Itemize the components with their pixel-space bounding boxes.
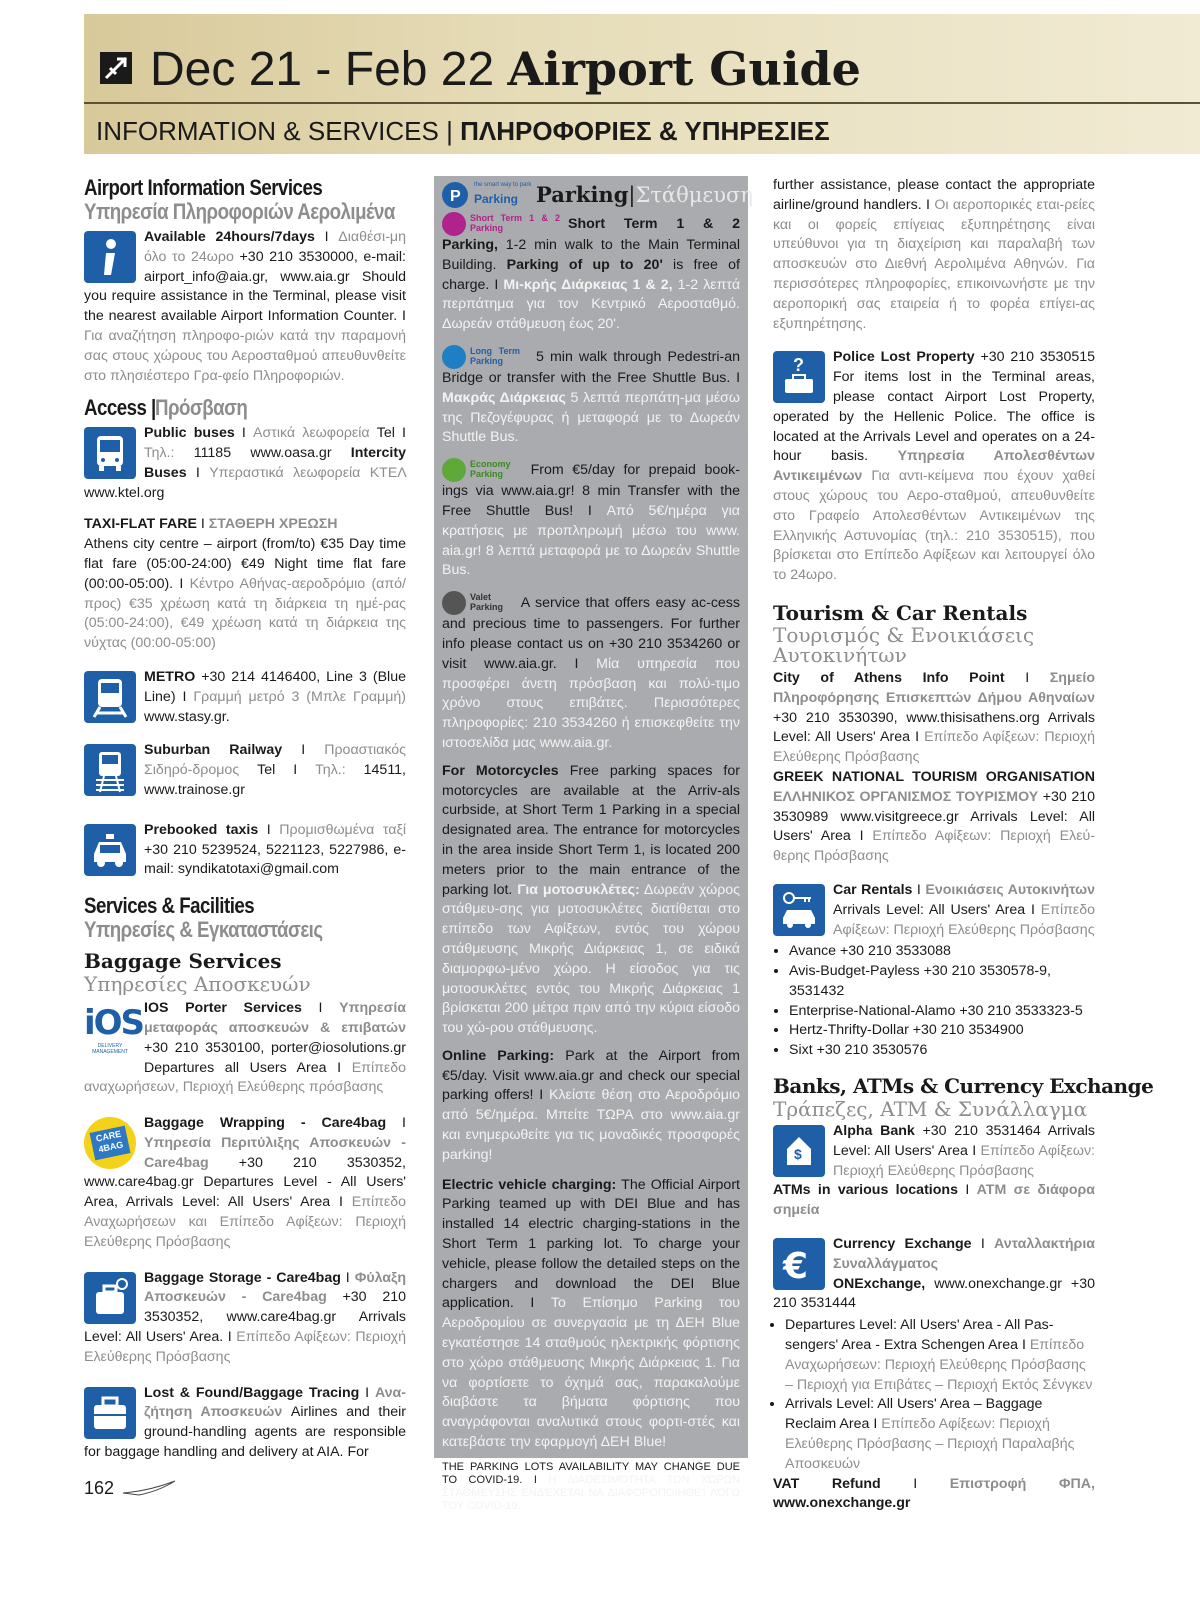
car-key-icon: [773, 884, 825, 936]
luggage-icon: [84, 1272, 136, 1324]
currency-list: [773, 1316, 1095, 1474]
access-heading: Access |Πρόσβαση: [84, 395, 248, 421]
page-number: 162: [84, 1478, 115, 1498]
ais-heading: Airport Information Services: [84, 175, 323, 200]
sf-heading: Services & Facilities Υπηρεσίες & Εγκαταστάσεις: [84, 893, 323, 943]
bus-block: [84, 424, 406, 503]
lost-property-icon: [773, 351, 825, 403]
list-item: • Avis-Budget-Payless +30 210 3530578-9, 3531432: [789, 962, 1095, 1002]
list-item: • Avance +30 210 3533088: [789, 942, 1095, 962]
city-info-text: City of Athens Info Point I Σημείο Πληροφόρησης Επισκεπτών Δήμου Αθηναίων +30 210 3530390, www.thisisathens.org Arrivals Level: All Users' Area I Επίπεδο Αφίξεων: Περιοχή Ελεύθερης Πρόσβασης: [773, 669, 1096, 766]
moto-text: For Motorcycles Free parking spaces for motorcycles are available at the Arriv-als curbside, at Short Term 1 Parking in a special designated area. The entrance for motorcycles in the area inside Short Term 1, is located 200 meters prior to the main entrance of the parking lot. Για μοτοσυκλέτες: Δωρεάν χώρος στάθμευ-σης για μοτοσυκλέτες διατίθεται στο επίπεδο των Αφίξεων, εντός του χώρου στάθμευσης Μικρής Διάρκειας 1, σε ειδικά διαμορφω-μένο χώρο. Η είσοδος για τις μοτοσυκλέτες εντός του Μικρής Διάρκειας 1 βρίσκεται 200 μέτρα πριν από την κύρια είσοδο του χώ-ρου στάθμευσης.: [442, 762, 740, 1037]
list-item: • Hertz-Thrifty-Dollar +30 210 3534900: [789, 1021, 1095, 1041]
police-block: [773, 348, 1095, 586]
plane-footer-icon: [119, 1479, 179, 1499]
ios-logo: iOS DELIVERY MANAGEMENT: [84, 1003, 144, 1056]
page-header: [84, 14, 1200, 154]
storage-block: [84, 1269, 406, 1368]
shortterm-text: Short Term 1 & 2 Parking Short Term 1 & 2 Parking, 1-2 min walk to the Main Terminal Building. Parking of up to 20' is free of charge. I Μι-κρής Διάρκειας 1 & 2, 1-2 λεπτά περπάτημα για τον Κεντρικό Αεροσταθμό. Δωρεάν στάθμευση έως 20'.: [442, 213, 741, 333]
metro-block: [84, 668, 406, 727]
ios-text: IOS Porter Services I Υπηρεσία μεταφοράς αποσκευών & επιβατών +30 210 3530100, porter@iosolutions.gr Departures all Users Area I Επίπεδο αναχωρήσεων, Περιοχή Ελεύθερης πρόσβασης: [84, 1000, 407, 1096]
online-text: Online Parking: Park at the Airport from €5/day. Visit www.aia.gr and check our special parking offers! I Κλείστε θέση στο Αεροδρόμιο από 5€/ημέρα. Μπείτε ΤΩΡΑ στο www.aia.gr και ενημερωθείτε για τις μοναδικές προσφορές parking!: [442, 1047, 740, 1163]
bus-icon: [84, 427, 136, 479]
car-rental-list: [773, 942, 1095, 1061]
ptaxi-text: Prebooked taxis I Προμισθωμένα ταξί +30 210 5239524, 5221123, 5227986, e-mail: syndikatotaxi@gmail.com: [144, 821, 406, 878]
plane-logo-icon: [100, 52, 132, 84]
section-subtitle: INFORMATION & SERVICES | ΠΛΗΡΟΦΟΡΙΕΣ & ΥΠΗΡΕΣΙΕΣ: [96, 116, 830, 146]
bank-icon: [773, 1125, 825, 1177]
page-footer: [84, 1478, 179, 1499]
metro-icon: [84, 671, 136, 723]
ios-block: [84, 999, 406, 1098]
taxi-text: TAXI-FLAT FARE I ΣΤΑΘΕΡΗ ΧΡΕΩΣΗ Athens city centre – airport (from/to) €35 Day time flat fare (05:00-24:00) €49 Night time flat fare (00:00-05:00). I Κέντρο Αθήνας-αεροδρόμιο (από/προς) €35 χρέωση κατά τη διάρκεια τη ημέ-ρας (05:00-24:00), €49 χρέωση κατά τη διάρκεια της νύχτας (00:00-05:00): [84, 516, 406, 652]
parking-heading: P the smart way to park Parking Parking|Στάθμευση: [442, 182, 740, 212]
metro-text: METRO +30 214 4146400, Line 3 (Blue Line) I Γραμμή μετρό 3 (Μπλε Γραμμή) www.stasy.gr.: [144, 668, 406, 725]
briefcase-icon: [84, 1387, 136, 1439]
list-item: • Arrivals Level: All Users' Area – Baggage Reclaim Area I Επίπεδο Αφίξεων: Περιοχή Ελεύθερης Πρόσβασης – Περιοχή Παραλαβής Αποσκευών: [785, 1395, 1095, 1474]
valet-text: Valet Parking A service that offers easy ac-cess and precious time to passengers. For further info please contact us on +30 210 3534260 or visit www.aia.gr. I Μία υπηρεσία που προσφέρει άνετη πρόσβαση και πολύ-τιμο χρόνο στους επιβάτες. Περισσότερες πληροφορίες: 210 3534260 ή επισκεφθείτε την ιστοσελίδα μας www.aia.gr.: [442, 592, 740, 751]
ev-text: Electric vehicle charging: The Official Airport Parking teamed up with DEI Blue and has installed 14 electric charging-stations in the Short Term 1 parking lot. To charge your vehicle, please follow the detailed steps on the chargers and download the DEI Blue application. I Το Επίσημο Parking του Αεροδρομίου σε συνεργασία με τη ΔΕΗ Blue εγκατέστησε 14 σταθμούς ηλεκτρικής φόρτισης στο χώρο στάθμευσης Μικρής Διάρκειας 1. Για να φορτίσετε το όχημά σας, παρακαλούμε διαβάστε τα βήματα φόρτισης που αναγράφονται αναλυτικά στους φορτι-στές και κατεβάστε την εφαρμογή ΔΕΗ Blue!: [442, 1176, 740, 1451]
lostfound-block: [84, 1384, 406, 1463]
info-icon: [84, 231, 136, 283]
police-text: Police Lost Property +30 210 3530515 For items lost in the Terminal areas, please contact Airport Lost Property, operated by the Hellenic Police. The office is located at the Arrivals Level and operates on a 24-hour basis. Υπηρεσία Απολεσθέντων Αντικειμένων Για αντι-κείμενα που έχουν χαθεί στους χώρους του Αερο-σταθμού, απευθυνθείτε στο Γραφείο Απολεσθέντων Αντικειμένων της Ελληνικής Αστυνομίας (τηλ.: 210 3530515), που βρίσκεται στο Επίπεδο Αφίξεων και λειτουργεί όλο το 24ωρο.: [773, 349, 1096, 584]
car-rental-block: [773, 881, 1095, 1061]
ais-heading-gr: Υπηρεσία Πληροφοριών Αερολιμένα: [84, 199, 395, 224]
vat-text: VAT Refund I Επιστροφή ΦΠΑ, www.onexchange.gr: [773, 1475, 1095, 1512]
storage-text: Baggage Storage - Care4bag I Φύλαξη Αποσκευών - Care4bag +30 210 3530352, www.care4bag.gr Arrivals Level: All Users' Area. I Επίπεδο Αφίξεων: Περιοχή Ελεύθερης Πρόσβασης: [84, 1269, 407, 1365]
svg-text:P: P: [450, 188, 461, 205]
list-item: • Sixt +30 210 3530576: [789, 1041, 1095, 1061]
wrap-text: Baggage Wrapping - Care4bag I Υπηρεσία Περιτύλιξης Αποσκευών - Care4bag +30 210 3530352, www.care4bag.gr Departures Level - All Users' Area, Arrivals Level: All Users' Area I Επίπεδο Αναχωρήσεων και Επίπεδο Αφίξεων: Περιοχή Ελεύθερης Πρόσβασης: [84, 1115, 406, 1250]
care4bag-logo: CARE 4BAG: [84, 1117, 136, 1169]
atm-text: ATMs in various locations I ATM σε διάφορα σημεία: [773, 1182, 1095, 1219]
covid-note: THE PARKING LOTS AVAILABILITY MAY CHANGE DUE TO COVID-19. I Η ΔΙΑΘΕΣΙΜΌΤΗΤΑ ΤΩΝ ΧΏΡΩΝ ΣΤΆΘΜΕΥΣΗΣ ΕΝΔΈΧΕΤΑΙ ΝΑ ΔΙΑΦΟΡΟΠΟΙΗΘΕΊ ΛΌΓΩ ΤΟΥ COVID-19.: [442, 1460, 740, 1512]
lost-continued-text: further assistance, please contact the appropriate airline/ground handlers. I Οι αεροπορικές εται-ρείες και οι φορείς επίγειας εξυπηρέτησης είναι υπεύθυνοι για τη διαχείριση και παραλαβή των αποσκευών στο Διεθνή Αερολιμένα Αθηνών. Για περισσότερες πληροφορίες, επικοινωνήστε με την αεροπορική σας εταιρεία ή το φορέα επίγει-ας εξυπηρέτησης.: [773, 177, 1095, 332]
longterm-text: Long Term Parking 5 min walk through Pedestri-an Bridge or transfer with the Free Shuttle Bus. I Μακράς Διάρκειας 5 λεπτά περπάτη-μα μέσω της Πεζογέφυρας ή μεταφορά με το Δωρεάν Shuttle Bus.: [442, 345, 741, 446]
svg-text:$: $: [794, 1146, 802, 1163]
banks-heading: Banks, ATMs & Currency Exchange Τράπεζες, ATM & Συνάλλαγμα: [773, 1074, 1154, 1122]
wrap-block: [84, 1114, 406, 1253]
lostfound-text: Lost & Found/Baggage Tracing I Ανα-ζήτηση Αποσκευών Airlines and their ground-handling agents are responsible for baggage handling and delivery at AIA. For: [84, 1384, 407, 1461]
currency-text: Currency Exchange I Ανταλλακτήρια Συναλλάγματος ONExchange, www.onexchange.gr +30 210 3531444: [773, 1236, 1095, 1312]
car-rental-text: Car Rentals I Ενοικιάσεις Αυτοκινήτων Arrivals Level: All Users' Area I Επίπεδο Αφίξεων: Περιοχή Ελεύθερης Πρόσβασης: [833, 881, 1095, 938]
euro-icon: [773, 1238, 825, 1290]
parking-panel: [434, 176, 753, 1512]
alpha-block: [773, 1122, 1095, 1221]
baggage-heading: Baggage Services Υπηρεσίες Αποσκευών: [84, 949, 311, 997]
taxi-block: [84, 515, 406, 654]
parking-logo-icon: [442, 182, 468, 208]
svg-text:€: €: [783, 1246, 809, 1288]
header-rule: [84, 102, 1200, 104]
train-icon: [84, 744, 136, 796]
list-item: • Enterprise-National-Alamo +30 210 3533323-5: [789, 1002, 1095, 1022]
ais-block: [84, 228, 406, 386]
alpha-text: Alpha Bank +30 210 3531464 Arrivals Level: All Users' Area I Επίπεδο Αφίξεων: Περιοχή Ελεύθερης Πρόσβασης: [833, 1123, 1096, 1179]
currency-block: [773, 1235, 1095, 1514]
economy-text: Economy Parking From €5/day for prepaid book-ings via www.aia.gr! 8 min Transfer with the Free Shuttle Bus! I Από 5€/ημέρα για κρατήσεις με προπληρωμή μέσω του www. aia.gr! 8 λεπτά μεταφορά με το Δωρεάν Shuttle Bus.: [442, 459, 740, 579]
tourism-heading: Tourism & Car Rentals Τουρισμός & Ενοικιάσεις Αυτοκινήτων: [773, 600, 1035, 667]
parking-title: Parking|Στάθμευση: [536, 182, 753, 207]
gnto-text: GREEK NATIONAL TOURISM ORGANISATION ΕΛΛΗΝΙΚΟΣ ΟΡΓΑΝΙΣΜΟΣ ΤΟΥΡΙΣΜΟΥ +30 210 3530989 www.visitgreece.gr Arrivals Level: All Users' Area I Επίπεδο Αφίξεων: Περιοχή Ελεύ-θερης Πρόσβασης: [773, 768, 1096, 865]
taxi-icon: [84, 824, 136, 876]
ais-text: Available 24hours/7days I Διαθέσι-μη όλο το 24ωρο +30 210 3530000, e-mail: airport_info@aia.gr, www.aia.gr Should you require assistance in the Terminal, please visit the nearest available Airport Information Counter. I Για αναζήτηση πληροφο-ριών κατά την παραμονή σας στους χώρους του Αεροσταθμού απευθυνθείτε στο πλησιέστερο Γρα-φείο Πληροφοριών.: [84, 229, 406, 384]
svg-text:?: ?: [793, 355, 804, 376]
rail-block: [84, 741, 406, 800]
column-right: [773, 176, 1154, 1514]
bus-text: Public buses I Αστικά λεωφορεία Tel I Τηλ.: 11185 www.oasa.gr Intercity Buses I Υπεραστικά λεωφορεία ΚΤΕΛ www.ktel.org: [84, 425, 406, 501]
column-left: [84, 176, 406, 1463]
ptaxi-block: [84, 821, 406, 880]
rail-text: Suburban Railway I Προαστιακός Σιδηρό-δρομος Tel I Τηλ.: 14511, www.trainose.gr: [144, 742, 407, 798]
list-item: • Departures Level: All Users' Area - All Pas-sengers' Area - Extra Schengen Area I Επίπεδο Αναχωρήσεων: Περιοχή Ελεύθερης Πρόσβασης – Περιοχή για Επιβάτες – Περιοχή Εκτός Σένγκεν: [785, 1316, 1095, 1395]
page-title: Dec 21 - Feb 22 Airport Guide: [150, 42, 861, 96]
